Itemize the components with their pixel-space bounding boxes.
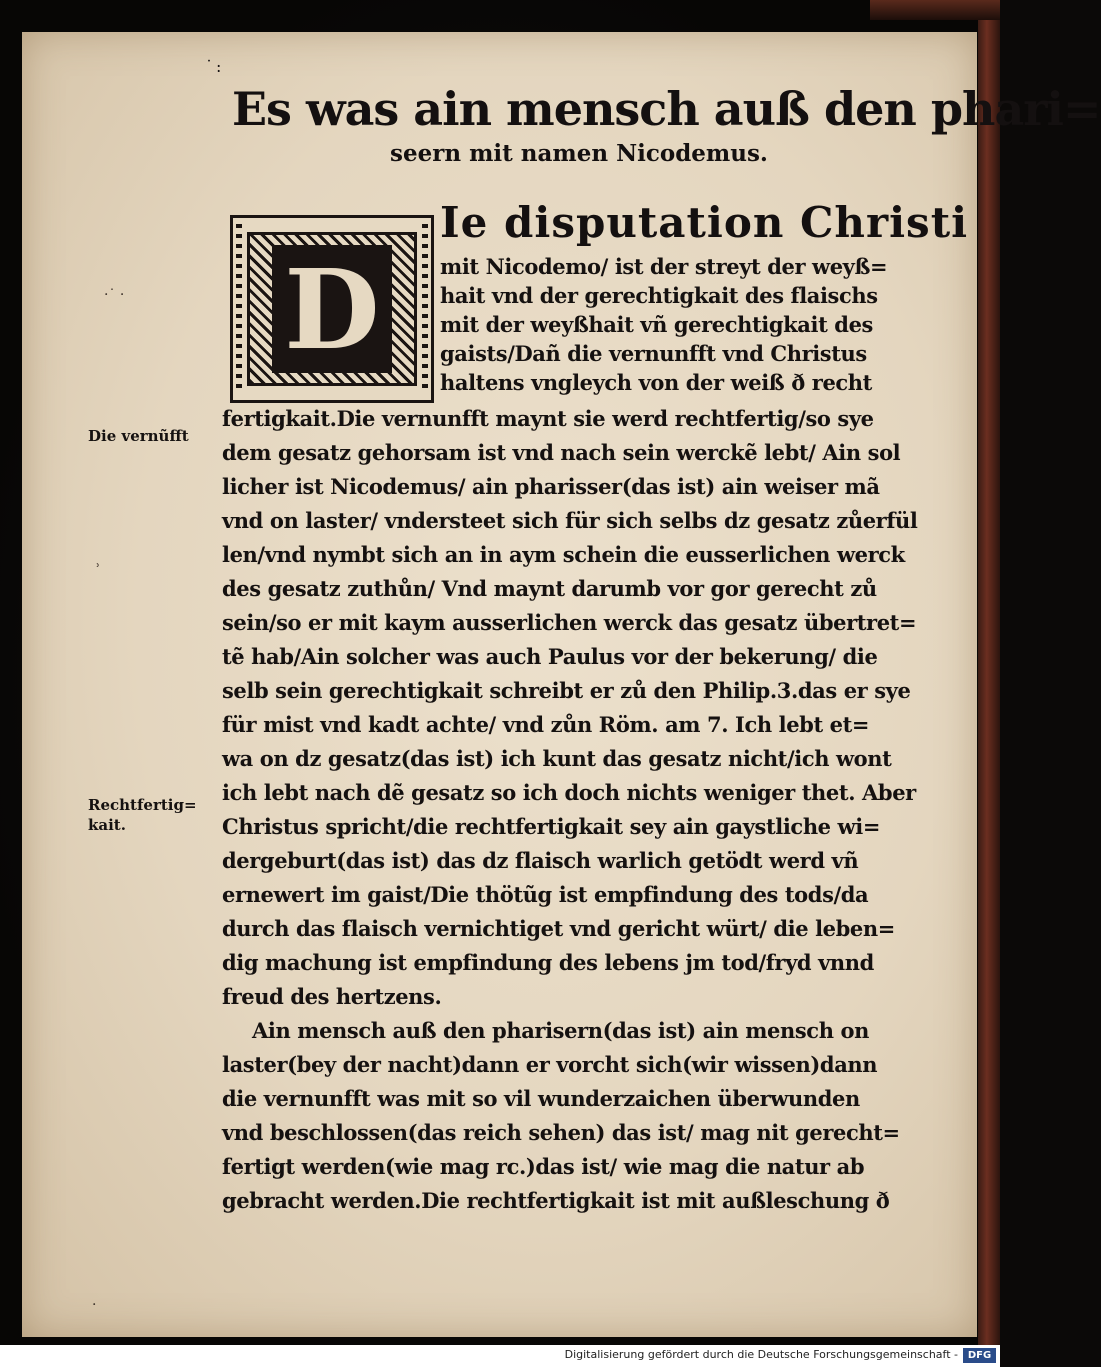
- text-line: haltens vngleych von der weiß ð recht: [440, 370, 872, 395]
- ink-speck: ·: [92, 1297, 97, 1313]
- initial-letter: D: [272, 245, 392, 373]
- text-line: die vernunfft was mit so vil wunderzaichen überwunden: [222, 1086, 860, 1111]
- text-line: selb sein gerechtigkait schreibt er zů den Philip.3.das er sye: [222, 678, 911, 703]
- text-line: laster(bey der nacht)dann er vorcht sich(wir wissen)dann: [222, 1052, 878, 1077]
- initial-border-left: [236, 224, 242, 394]
- text-line: fertigt werden(wie mag rc.)das ist/ wie mag die natur ab: [222, 1154, 865, 1179]
- text-line: freud des hertzens.: [222, 984, 442, 1009]
- book-edge: [978, 0, 1000, 1345]
- text-line: fertigkait.Die vernunfft maynt sie werd rechtfertig/so sye: [222, 406, 874, 431]
- ink-speck: ·˙ ·: [104, 287, 125, 303]
- text-line: für mist vnd kadt achte/ vnd zůn Röm. am 7. Ich lebt et=: [222, 712, 870, 737]
- text-line: licher ist Nicodemus/ ain pharisser(das ist) ain weiser mã: [222, 474, 880, 499]
- text-line: tẽ hab/Ain solcher was auch Paulus vor der bekerung/ die: [222, 644, 878, 669]
- text-line: gebracht werden.Die rechtfertigkait ist mit außleschung ð: [222, 1188, 890, 1213]
- text-line: dergeburt(das ist) das dz flaisch warlich getödt werd vñ: [222, 848, 859, 873]
- title-line-1: Es was ain mensch auß den phari=: [232, 82, 1101, 136]
- book-top-edge: [870, 0, 1000, 20]
- text-line: durch das flaisch vernichtiget vnd gericht würt/ die leben=: [222, 916, 895, 941]
- text-line: Ain mensch auß den pharisern(das ist) ain mensch on: [252, 1018, 869, 1043]
- text-line: des gesatz zuthůn/ Vnd maynt darumb vor gor gerecht zů: [222, 576, 877, 601]
- dfg-logo: DFG: [963, 1348, 996, 1363]
- text-line: dem gesatz gehorsam ist vnd nach sein werckẽ lebt/ Ain sol: [222, 440, 901, 465]
- initial-frame: [247, 232, 417, 386]
- text-line: vnd on laster/ vndersteet sich für sich selbs dz gesatz zůerfül: [222, 508, 918, 533]
- title-line-2: seern mit namen Nicodemus.: [390, 140, 768, 167]
- margin-gloss: Rechtfertig=: [88, 796, 197, 814]
- text-line: ernewert im gaist/Die thötũg ist empfindung des tods/da: [222, 882, 869, 907]
- text-line: hait vnd der gerechtigkait des flaischs: [440, 283, 878, 308]
- margin-gloss: Die vernũfft: [88, 427, 189, 445]
- opening-line: Ie disputation Christi: [440, 198, 969, 247]
- book-page: [22, 32, 1101, 1337]
- text-line: dig machung ist empfindung des lebens jm tod/fryd vnnd: [222, 950, 874, 975]
- text-line: gaists/Dañ die vernunfft vnd Christus: [440, 341, 867, 366]
- page-mark: ˙:: [205, 57, 225, 76]
- initial-border-right: [422, 224, 428, 394]
- text-line: ich lebt nach dẽ gesatz so ich doch nichts weniger thet. Aber: [222, 780, 916, 805]
- text-line: len/vnd nymbt sich an in aym schein die eusserlichen werck: [222, 542, 905, 567]
- margin-gloss: kait.: [88, 816, 126, 834]
- ink-speck: ʾ: [96, 562, 101, 578]
- decorated-initial: [230, 215, 434, 403]
- text-line: vnd beschlossen(das reich sehen) das ist/ mag nit gerecht=: [222, 1120, 900, 1145]
- text-line: mit Nicodemo/ ist der streyt der weyß=: [440, 254, 888, 279]
- footer-credit: Digitalisierung gefördert durch die Deutsche Forschungsgemeinschaft -: [564, 1348, 958, 1361]
- footer-bar: [0, 1345, 1000, 1367]
- text-line: mit der weyßhait vñ gerechtigkait des: [440, 312, 873, 337]
- text-line: wa on dz gesatz(das ist) ich kunt das gesatz nicht/ich wont: [222, 746, 892, 771]
- text-line: Christus spricht/die rechtfertigkait sey ain gaystliche wi=: [222, 814, 881, 839]
- text-line: sein/so er mit kaym ausserlichen werck das gesatz übertret=: [222, 610, 917, 635]
